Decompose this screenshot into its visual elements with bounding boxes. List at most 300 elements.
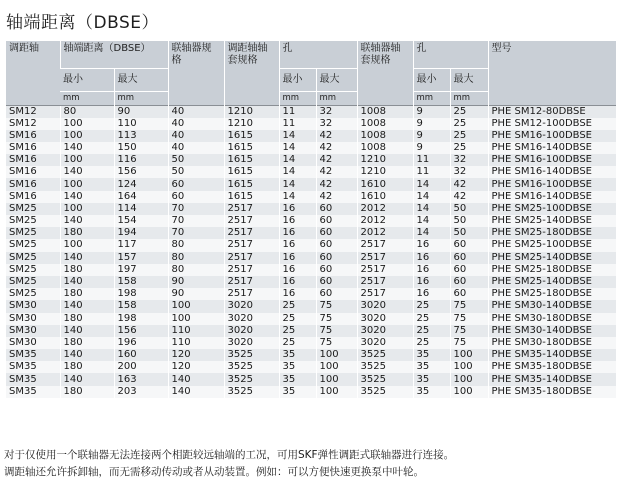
table-cell: 42 bbox=[316, 130, 357, 142]
table-cell: 140 bbox=[60, 325, 114, 337]
table-cell: 42 bbox=[316, 154, 357, 166]
table-cell: 1615 bbox=[224, 142, 279, 154]
note-line-1: 对于仅使用一个联轴器无法连接两个相距较远轴端的工况，可用SKF弹性调距式联轴器进行连接。 bbox=[4, 449, 455, 461]
table-row bbox=[6, 276, 616, 288]
table-row bbox=[6, 239, 616, 251]
header-model: 型号 bbox=[488, 41, 616, 105]
table-cell: 14 bbox=[413, 227, 450, 239]
notes bbox=[4, 447, 619, 481]
header-bore-1: 孔 bbox=[279, 41, 357, 68]
table-cell: 60 bbox=[316, 252, 357, 264]
table-cell: 14 bbox=[279, 191, 316, 203]
table-cell: 1615 bbox=[224, 166, 279, 178]
table-cell: 25 bbox=[450, 118, 488, 130]
table-cell: 100 bbox=[60, 154, 114, 166]
table-row bbox=[6, 337, 616, 349]
table-cell: 154 bbox=[114, 215, 168, 227]
table-cell: 110 bbox=[168, 325, 224, 337]
table-cell: 50 bbox=[450, 227, 488, 239]
header-bore-1-min: 最小 bbox=[279, 68, 316, 91]
table-cell: 25 bbox=[279, 325, 316, 337]
unit-label: mm bbox=[60, 91, 114, 105]
table-cell: PHE SM35-180DBSE bbox=[488, 386, 616, 398]
table-cell: 16 bbox=[279, 239, 316, 251]
table-cell: 158 bbox=[114, 276, 168, 288]
table-cell: PHE SM16-140DBSE bbox=[488, 142, 616, 154]
unit-label: mm bbox=[114, 91, 168, 105]
table-cell: 3020 bbox=[357, 300, 413, 312]
table-cell: 60 bbox=[450, 288, 488, 300]
table-cell: 11 bbox=[413, 166, 450, 178]
table-cell: 75 bbox=[316, 337, 357, 349]
table-cell: SM25 bbox=[6, 227, 60, 239]
table-row bbox=[6, 178, 616, 190]
table-cell: 14 bbox=[413, 215, 450, 227]
table-cell: 90 bbox=[168, 288, 224, 300]
table-cell: 2012 bbox=[357, 227, 413, 239]
table-cell: 2517 bbox=[224, 239, 279, 251]
table-cell: 1210 bbox=[357, 154, 413, 166]
header-shaft: 调距轴 bbox=[6, 41, 60, 105]
table-cell: 75 bbox=[316, 300, 357, 312]
table-cell: 2517 bbox=[224, 203, 279, 215]
table-cell: PHE SM25-180DBSE bbox=[488, 288, 616, 300]
table-cell: 140 bbox=[60, 252, 114, 264]
table-cell: 40 bbox=[168, 130, 224, 142]
table-cell: 70 bbox=[168, 227, 224, 239]
table-cell: 3020 bbox=[224, 313, 279, 325]
table-cell: SM30 bbox=[6, 300, 60, 312]
page-title: 轴端距离（DBSE） bbox=[6, 13, 159, 33]
table-cell: 9 bbox=[413, 130, 450, 142]
table-cell: 9 bbox=[413, 105, 450, 118]
table-cell: 1210 bbox=[224, 105, 279, 118]
table-cell: 80 bbox=[168, 252, 224, 264]
unit-label: mm bbox=[316, 91, 357, 105]
table-cell: SM16 bbox=[6, 154, 60, 166]
table-cell: 1008 bbox=[357, 130, 413, 142]
table-cell: 50 bbox=[168, 166, 224, 178]
table-cell: PHE SM25-140DBSE bbox=[488, 215, 616, 227]
table-cell: 16 bbox=[413, 288, 450, 300]
table-cell: 3020 bbox=[224, 325, 279, 337]
table-row bbox=[6, 313, 616, 325]
table-cell: 100 bbox=[60, 178, 114, 190]
table-cell: SM25 bbox=[6, 264, 60, 276]
table-cell: 42 bbox=[450, 191, 488, 203]
table-cell: 100 bbox=[168, 300, 224, 312]
table-cell: 164 bbox=[114, 191, 168, 203]
table-cell: 16 bbox=[413, 276, 450, 288]
table-cell: PHE SM25-180DBSE bbox=[488, 227, 616, 239]
table-cell: 100 bbox=[316, 349, 357, 361]
table-cell: 100 bbox=[60, 203, 114, 215]
table-cell: 163 bbox=[114, 373, 168, 385]
table-cell: SM12 bbox=[6, 118, 60, 130]
table-cell: 32 bbox=[316, 105, 357, 118]
table-cell: 14 bbox=[413, 191, 450, 203]
table-cell: 42 bbox=[316, 142, 357, 154]
header-dbse: 轴端距离（DBSE） bbox=[60, 41, 168, 68]
table-cell: PHE SM25-100DBSE bbox=[488, 203, 616, 215]
table-row bbox=[6, 361, 616, 373]
table-cell: PHE SM30-140DBSE bbox=[488, 325, 616, 337]
unit-label: mm bbox=[279, 91, 316, 105]
table-cell: SM25 bbox=[6, 215, 60, 227]
table-cell: 11 bbox=[279, 118, 316, 130]
table-cell: 16 bbox=[413, 252, 450, 264]
table-cell: 180 bbox=[60, 361, 114, 373]
table-cell: 3525 bbox=[357, 361, 413, 373]
table-row bbox=[6, 325, 616, 337]
table-cell: 70 bbox=[168, 203, 224, 215]
table-cell: 2517 bbox=[357, 264, 413, 276]
table-cell: 16 bbox=[279, 215, 316, 227]
table-cell: 3525 bbox=[224, 361, 279, 373]
table-cell: 100 bbox=[450, 349, 488, 361]
table-cell: 32 bbox=[316, 118, 357, 130]
table-cell: 180 bbox=[60, 313, 114, 325]
table-cell: 80 bbox=[168, 264, 224, 276]
table-cell: 25 bbox=[413, 337, 450, 349]
table-row bbox=[6, 227, 616, 239]
table-cell: 14 bbox=[413, 178, 450, 190]
table-cell: 80 bbox=[60, 105, 114, 118]
unit-label: mm bbox=[450, 91, 488, 105]
table-cell: 1210 bbox=[224, 118, 279, 130]
table-cell: 60 bbox=[316, 276, 357, 288]
table-cell: 35 bbox=[279, 349, 316, 361]
table-cell: 110 bbox=[168, 337, 224, 349]
table-cell: 1210 bbox=[357, 166, 413, 178]
table-cell: 140 bbox=[168, 373, 224, 385]
table-cell: 60 bbox=[450, 276, 488, 288]
table-row bbox=[6, 349, 616, 361]
table-cell: 16 bbox=[279, 288, 316, 300]
table-cell: SM35 bbox=[6, 373, 60, 385]
table-cell: 16 bbox=[279, 276, 316, 288]
table-cell: 157 bbox=[114, 252, 168, 264]
table-row bbox=[6, 166, 616, 178]
table-cell: 100 bbox=[316, 386, 357, 398]
table-cell: SM16 bbox=[6, 130, 60, 142]
table-cell: 25 bbox=[279, 300, 316, 312]
table-cell: PHE SM30-180DBSE bbox=[488, 313, 616, 325]
table-row bbox=[6, 288, 616, 300]
table-cell: 75 bbox=[450, 313, 488, 325]
table-cell: 140 bbox=[60, 215, 114, 227]
table-cell: 2012 bbox=[357, 203, 413, 215]
table-cell: SM35 bbox=[6, 349, 60, 361]
table-cell: 2517 bbox=[224, 252, 279, 264]
table-cell: 100 bbox=[450, 386, 488, 398]
table-body bbox=[6, 105, 616, 398]
table-cell: PHE SM25-140DBSE bbox=[488, 252, 616, 264]
table-cell: 140 bbox=[60, 349, 114, 361]
table-cell: 3020 bbox=[357, 337, 413, 349]
table-cell: 1008 bbox=[357, 118, 413, 130]
table-cell: SM30 bbox=[6, 325, 60, 337]
table-cell: 16 bbox=[279, 264, 316, 276]
table-cell: 40 bbox=[168, 118, 224, 130]
table-cell: PHE SM12-80DBSE bbox=[488, 105, 616, 118]
table-cell: 2012 bbox=[357, 215, 413, 227]
table-cell: PHE SM16-100DBSE bbox=[488, 154, 616, 166]
table-cell: 1008 bbox=[357, 105, 413, 118]
table-row bbox=[6, 300, 616, 312]
table-row bbox=[6, 264, 616, 276]
table-cell: 196 bbox=[114, 337, 168, 349]
table-cell: 3525 bbox=[224, 373, 279, 385]
table-cell: 180 bbox=[60, 337, 114, 349]
table-cell: 60 bbox=[316, 239, 357, 251]
table-cell: 197 bbox=[114, 264, 168, 276]
table-cell: 25 bbox=[413, 325, 450, 337]
table-cell: 60 bbox=[316, 288, 357, 300]
table-cell: 3525 bbox=[357, 386, 413, 398]
table-cell: 90 bbox=[114, 105, 168, 118]
table-cell: 16 bbox=[413, 264, 450, 276]
table-cell: 100 bbox=[60, 130, 114, 142]
table-cell: SM16 bbox=[6, 166, 60, 178]
table-cell: 25 bbox=[279, 313, 316, 325]
table-cell: 156 bbox=[114, 325, 168, 337]
table-cell: 3020 bbox=[357, 325, 413, 337]
table-cell: 14 bbox=[279, 178, 316, 190]
table-cell: PHE SM25-140DBSE bbox=[488, 276, 616, 288]
table-cell: PHE SM16-100DBSE bbox=[488, 178, 616, 190]
table-cell: PHE SM16-140DBSE bbox=[488, 191, 616, 203]
table-cell: 1008 bbox=[357, 142, 413, 154]
table-cell: 42 bbox=[316, 178, 357, 190]
table-cell: 194 bbox=[114, 227, 168, 239]
table-cell: 1610 bbox=[357, 178, 413, 190]
header-dbse-min: 最小 bbox=[60, 68, 114, 91]
table-cell: SM30 bbox=[6, 337, 60, 349]
table-cell: 75 bbox=[450, 337, 488, 349]
table-cell: 14 bbox=[279, 166, 316, 178]
table-cell: 40 bbox=[168, 105, 224, 118]
table-cell: SM35 bbox=[6, 386, 60, 398]
table-cell: 160 bbox=[114, 349, 168, 361]
table-cell: 140 bbox=[60, 276, 114, 288]
table-cell: 124 bbox=[114, 178, 168, 190]
table-cell: 1615 bbox=[224, 130, 279, 142]
table-cell: 100 bbox=[316, 361, 357, 373]
table-cell: 114 bbox=[114, 203, 168, 215]
table-cell: 60 bbox=[168, 178, 224, 190]
table-cell: 35 bbox=[279, 373, 316, 385]
table-cell: 60 bbox=[316, 227, 357, 239]
table-cell: 150 bbox=[114, 142, 168, 154]
table-cell: 100 bbox=[316, 373, 357, 385]
table-cell: 140 bbox=[60, 142, 114, 154]
table-cell: 2517 bbox=[224, 227, 279, 239]
table-cell: 100 bbox=[168, 313, 224, 325]
table-row bbox=[6, 118, 616, 130]
table-cell: SM16 bbox=[6, 142, 60, 154]
table-cell: 35 bbox=[413, 361, 450, 373]
table-cell: 1615 bbox=[224, 191, 279, 203]
table-cell: 35 bbox=[413, 373, 450, 385]
table-cell: 14 bbox=[279, 130, 316, 142]
table-cell: 60 bbox=[450, 252, 488, 264]
table-cell: PHE SM30-180DBSE bbox=[488, 337, 616, 349]
table-row bbox=[6, 154, 616, 166]
table-cell: 140 bbox=[168, 386, 224, 398]
table-cell: 2517 bbox=[224, 215, 279, 227]
table-cell: 80 bbox=[168, 239, 224, 251]
table-cell: 3020 bbox=[357, 313, 413, 325]
table-cell: SM25 bbox=[6, 288, 60, 300]
table-cell: 140 bbox=[60, 166, 114, 178]
table-cell: 2517 bbox=[357, 276, 413, 288]
table-cell: SM35 bbox=[6, 361, 60, 373]
table-cell: 75 bbox=[316, 313, 357, 325]
table-cell: 2517 bbox=[357, 288, 413, 300]
table-row bbox=[6, 191, 616, 203]
table-cell: 156 bbox=[114, 166, 168, 178]
table-cell: 2517 bbox=[357, 252, 413, 264]
table-cell: SM25 bbox=[6, 203, 60, 215]
table-cell: 60 bbox=[450, 239, 488, 251]
header-bore-1-max: 最大 bbox=[316, 68, 357, 91]
table-cell: 16 bbox=[279, 203, 316, 215]
table-cell: 14 bbox=[413, 203, 450, 215]
table-cell: 90 bbox=[168, 276, 224, 288]
table-cell: 42 bbox=[450, 178, 488, 190]
table-cell: SM16 bbox=[6, 178, 60, 190]
table-cell: SM25 bbox=[6, 252, 60, 264]
table-cell: 110 bbox=[114, 118, 168, 130]
table-cell: 60 bbox=[450, 264, 488, 276]
table-cell: 180 bbox=[60, 227, 114, 239]
table-cell: 75 bbox=[450, 300, 488, 312]
table-cell: 1610 bbox=[357, 191, 413, 203]
table-cell: 75 bbox=[450, 325, 488, 337]
table-cell: 35 bbox=[279, 386, 316, 398]
table-cell: 120 bbox=[168, 361, 224, 373]
header-bore-2-min: 最小 bbox=[413, 68, 450, 91]
header-coupling-size: 联轴器规格 bbox=[168, 41, 224, 105]
table-cell: 2517 bbox=[224, 288, 279, 300]
table-cell: 3020 bbox=[224, 337, 279, 349]
table-cell: 180 bbox=[60, 264, 114, 276]
table-cell: 1615 bbox=[224, 154, 279, 166]
table-cell: 3525 bbox=[357, 349, 413, 361]
table-cell: PHE SM16-140DBSE bbox=[488, 166, 616, 178]
table-cell: 2517 bbox=[224, 264, 279, 276]
table-cell: PHE SM35-180DBSE bbox=[488, 361, 616, 373]
table-row bbox=[6, 373, 616, 385]
table-cell: 25 bbox=[413, 300, 450, 312]
table-cell: 120 bbox=[168, 349, 224, 361]
table-cell: 100 bbox=[450, 361, 488, 373]
table-cell: 113 bbox=[114, 130, 168, 142]
table-cell: SM16 bbox=[6, 191, 60, 203]
table-cell: 100 bbox=[60, 118, 114, 130]
table-cell: 42 bbox=[316, 166, 357, 178]
table-cell: 3525 bbox=[224, 386, 279, 398]
table-cell: SM25 bbox=[6, 239, 60, 251]
table-cell: 100 bbox=[450, 373, 488, 385]
table-cell: 140 bbox=[60, 300, 114, 312]
table-cell: 60 bbox=[316, 215, 357, 227]
table-cell: 35 bbox=[279, 361, 316, 373]
table-cell: 35 bbox=[413, 386, 450, 398]
header-shaft-sleeve-size: 调距轴轴套规格 bbox=[224, 41, 279, 105]
table-cell: 200 bbox=[114, 361, 168, 373]
table-cell: 2517 bbox=[357, 239, 413, 251]
table-cell: 3525 bbox=[224, 349, 279, 361]
note-line-2: 调距轴还允许拆卸轴，而无需移动传动或者从动装置。例如：可以方便快速更换泵中叶轮。 bbox=[4, 466, 424, 478]
table-cell: 60 bbox=[316, 264, 357, 276]
table-cell: 75 bbox=[316, 325, 357, 337]
table-cell: 203 bbox=[114, 386, 168, 398]
table-cell: 3020 bbox=[224, 300, 279, 312]
table-cell: PHE SM16-100DBSE bbox=[488, 130, 616, 142]
header-coupling-sleeve-size: 联轴器轴套规格 bbox=[357, 41, 413, 105]
unit-label: mm bbox=[413, 91, 450, 105]
table-cell: 32 bbox=[450, 154, 488, 166]
table-cell: 14 bbox=[279, 142, 316, 154]
table-cell: 100 bbox=[60, 239, 114, 251]
table-cell: 50 bbox=[450, 215, 488, 227]
table-cell: PHE SM25-100DBSE bbox=[488, 239, 616, 251]
table-cell: 60 bbox=[168, 191, 224, 203]
table-cell: 40 bbox=[168, 142, 224, 154]
table-cell: 25 bbox=[413, 313, 450, 325]
table-cell: 16 bbox=[279, 252, 316, 264]
table-cell: 70 bbox=[168, 215, 224, 227]
table-cell: 16 bbox=[413, 239, 450, 251]
table-cell: 11 bbox=[279, 105, 316, 118]
table-cell: 9 bbox=[413, 142, 450, 154]
table-cell: SM12 bbox=[6, 105, 60, 118]
table-cell: PHE SM35-140DBSE bbox=[488, 373, 616, 385]
header-bore-2: 孔 bbox=[413, 41, 488, 68]
table-cell: 32 bbox=[450, 166, 488, 178]
table-cell: 25 bbox=[279, 337, 316, 349]
table-cell: SM25 bbox=[6, 276, 60, 288]
table-cell: 25 bbox=[450, 130, 488, 142]
table-row bbox=[6, 130, 616, 142]
table-cell: PHE SM25-180DBSE bbox=[488, 264, 616, 276]
table-cell: 50 bbox=[168, 154, 224, 166]
table-cell: 116 bbox=[114, 154, 168, 166]
table-cell: 2517 bbox=[224, 276, 279, 288]
table-cell: 42 bbox=[316, 191, 357, 203]
table-cell: 140 bbox=[60, 191, 114, 203]
header-dbse-max: 最大 bbox=[114, 68, 168, 91]
header-bore-2-max: 最大 bbox=[450, 68, 488, 91]
table-cell: 117 bbox=[114, 239, 168, 251]
table-row bbox=[6, 142, 616, 154]
table-cell: 50 bbox=[450, 203, 488, 215]
table-cell: 16 bbox=[279, 227, 316, 239]
table-cell: 9 bbox=[413, 118, 450, 130]
table-cell: 180 bbox=[60, 288, 114, 300]
table-cell: PHE SM30-140DBSE bbox=[488, 300, 616, 312]
table-row bbox=[6, 252, 616, 264]
table-cell: 158 bbox=[114, 300, 168, 312]
table-cell: 3525 bbox=[357, 373, 413, 385]
table-cell: 180 bbox=[60, 386, 114, 398]
table-row bbox=[6, 105, 616, 118]
table-cell: 60 bbox=[316, 203, 357, 215]
table-cell: PHE SM35-140DBSE bbox=[488, 349, 616, 361]
dbse-table bbox=[6, 41, 616, 398]
